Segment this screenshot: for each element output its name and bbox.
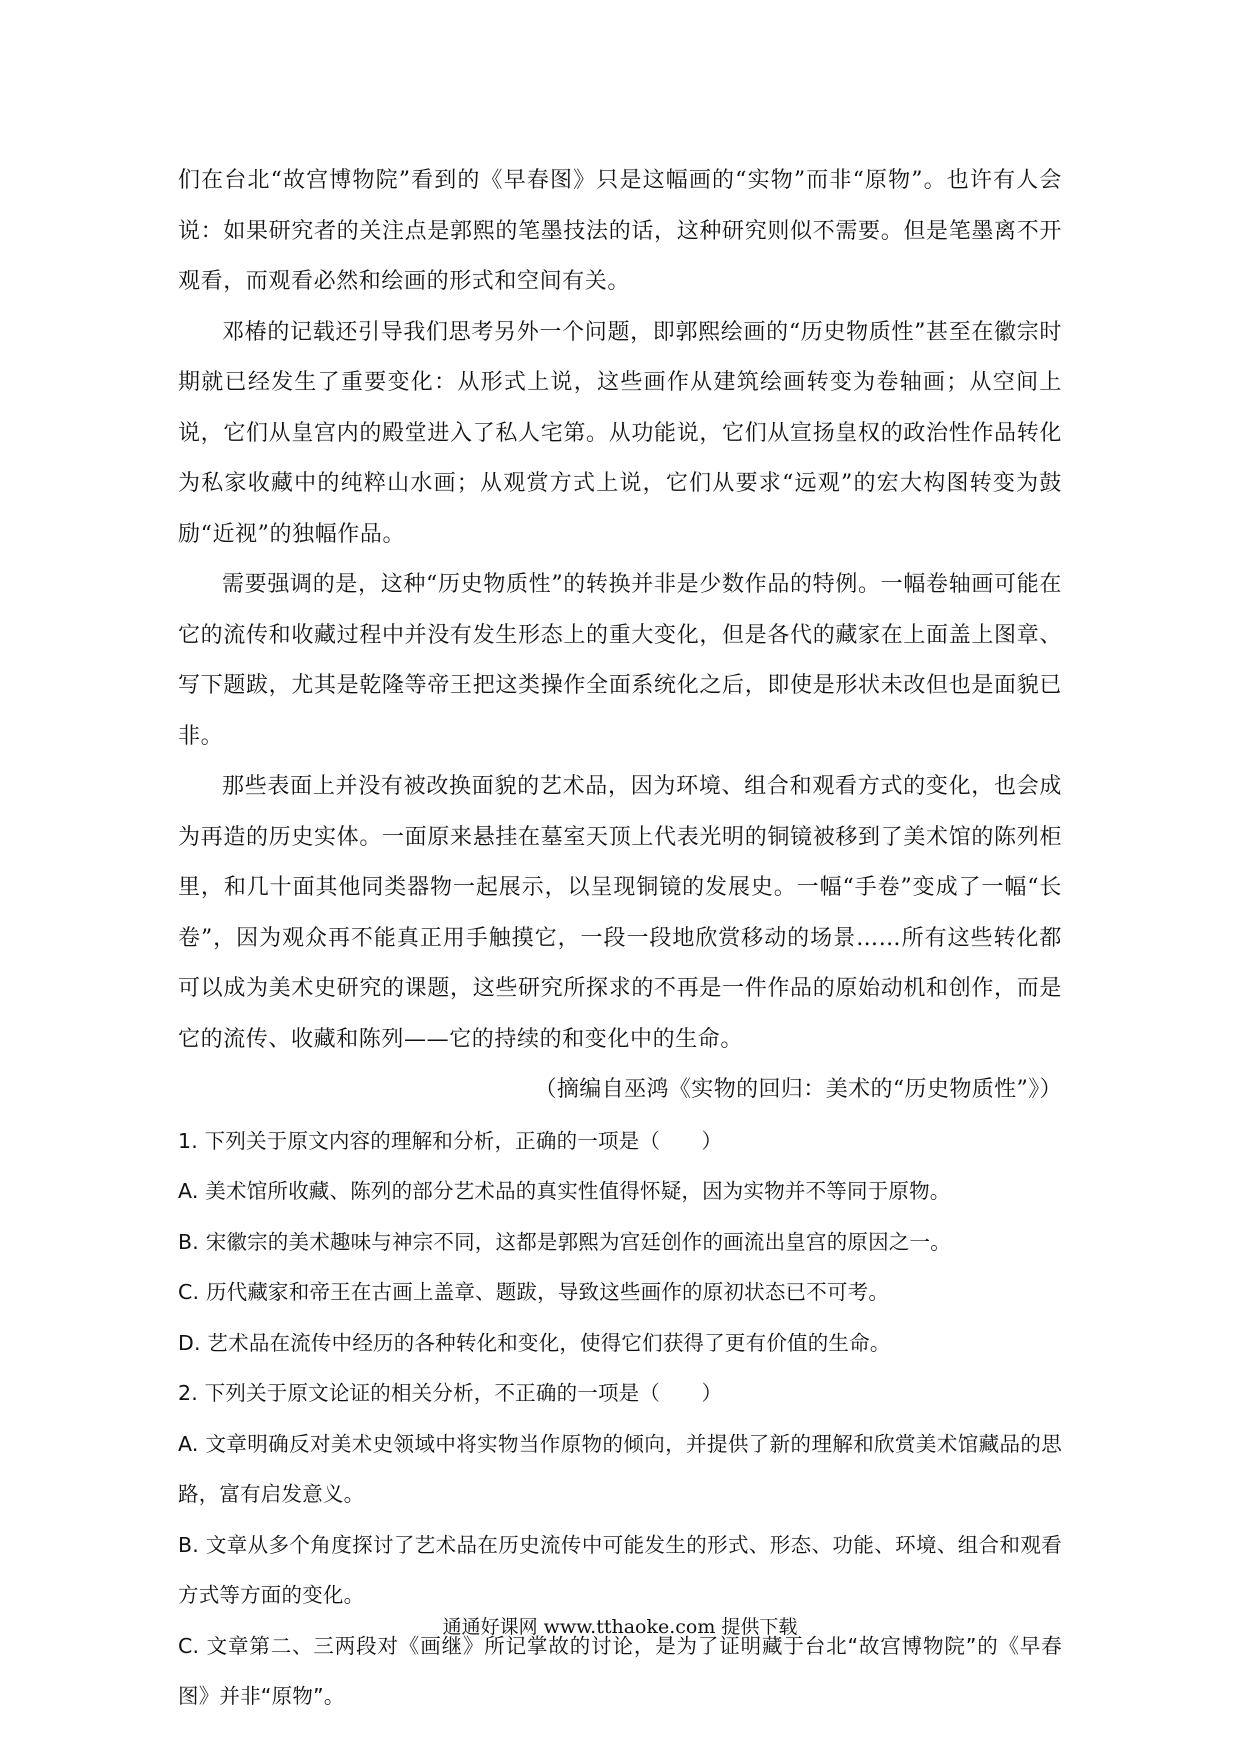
option-a: A. 文章明确反对美术史领域中将实物当作原物的倾向，并提供了新的理解和欣赏美术馆藏品的思路，富有启发意义。 [178,1431,1062,1506]
passage-paragraph-3: 需要强调的是，这种“历史物质性”的转换并非是少数作品的特例。一幅卷轴画可能在它的流传和收藏过程中并没有发生形态上的重大变化，但是各代的藏家在上面盖上图章、写下题跋，尤其是乾隆等帝王把这类操作全面系统化之后，即使是形状未改但也是面貌已非。 [178,572,1062,749]
option-c: C. 文章第二、三两段对《画继》所记掌故的讨论，是为了证明藏于台北“故宫博物院”的《早春图》并非“原物”。 [178,1633,1062,1708]
passage-paragraph-1: 们在台北“故宫博物院”看到的《早春图》只是这幅画的“实物”而非“原物”。也许有人会说：如果研究者的关注点是郭熙的笔墨技法的话，这种研究则似不需要。但是笔墨离不开观看，而观看必然和绘画的形式和空间有关。 [178,168,1062,294]
question-stem: 2. 下列关于原文论证的相关分析，不正确的一项是（ ） [178,1381,723,1405]
option-b: B. 文章从多个角度探讨了艺术品在历史流传中可能发生的形式、形态、功能、环境、组合和观看方式等方面的变化。 [178,1532,1062,1607]
option-a: A. 美术馆所收藏、陈列的部分艺术品的真实性值得怀疑，因为实物并不等同于原物。 [178,1179,951,1203]
question-2 [178,1368,1062,1722]
passage-source: （摘编自巫鸿《实物的回归：美术的“历史物质性”》） [534,1077,1062,1102]
option-b: B. 宋徽宗的美术趣味与神宗不同，这都是郭熙为宫廷创作的画流出皇宫的原因之一。 [178,1229,951,1254]
passage-paragraph-2: 邓椿的记载还引导我们思考另外一个问题，即郭熙绘画的“历史物质性”甚至在徽宗时期就已经发生了重要变化：从形式上说，这些画作从建筑绘画转变为卷轴画；从空间上说，它们从皇宫内的殿堂进入了私人宅第。从功能说，它们从宣扬皇权的政治性作品转化为私家收藏中的纯粹山水画；从观赏方式上说，它们从要求“远观”的宏大构图转变为鼓励“近视”的独幅作品。 [178,319,1062,547]
option-d: D. 艺术品在流传中经历的各种转化和变化，使得它们获得了更有价值的生命。 [178,1330,891,1355]
page-footer: 通通好课网 www.tthaoke.com 提供下载 [442,1616,798,1638]
question-1 [178,1116,1062,1369]
question-stem: 1. 下列关于原文内容的理解和分析，正确的一项是（ ） [178,1128,723,1153]
option-c: C. 历代藏家和帝王在古画上盖章、题跋，导致这些画作的原初状态已不可考。 [178,1280,890,1304]
passage-paragraph-4: 那些表面上并没有被改换面貌的艺术品，因为环境、组合和观看方式的变化，也会成为再造的历史实体。一面原来悬挂在墓室天顶上代表光明的铜镜被移到了美术馆的陈列柜里，和几十面其他同类器物一起展示，以呈现铜镜的发展史。一幅“手卷”变成了一幅“长卷”，因为观众再不能真正用手触摸它，一段一段地欣赏移动的场景……所有这些转化都可以成为美术史研究的课题，这些研究所探求的不再是一件作品的原始动机和创作，而是它的流传、收藏和陈列——它的持续的和变化中的生命。 [178,774,1062,1052]
